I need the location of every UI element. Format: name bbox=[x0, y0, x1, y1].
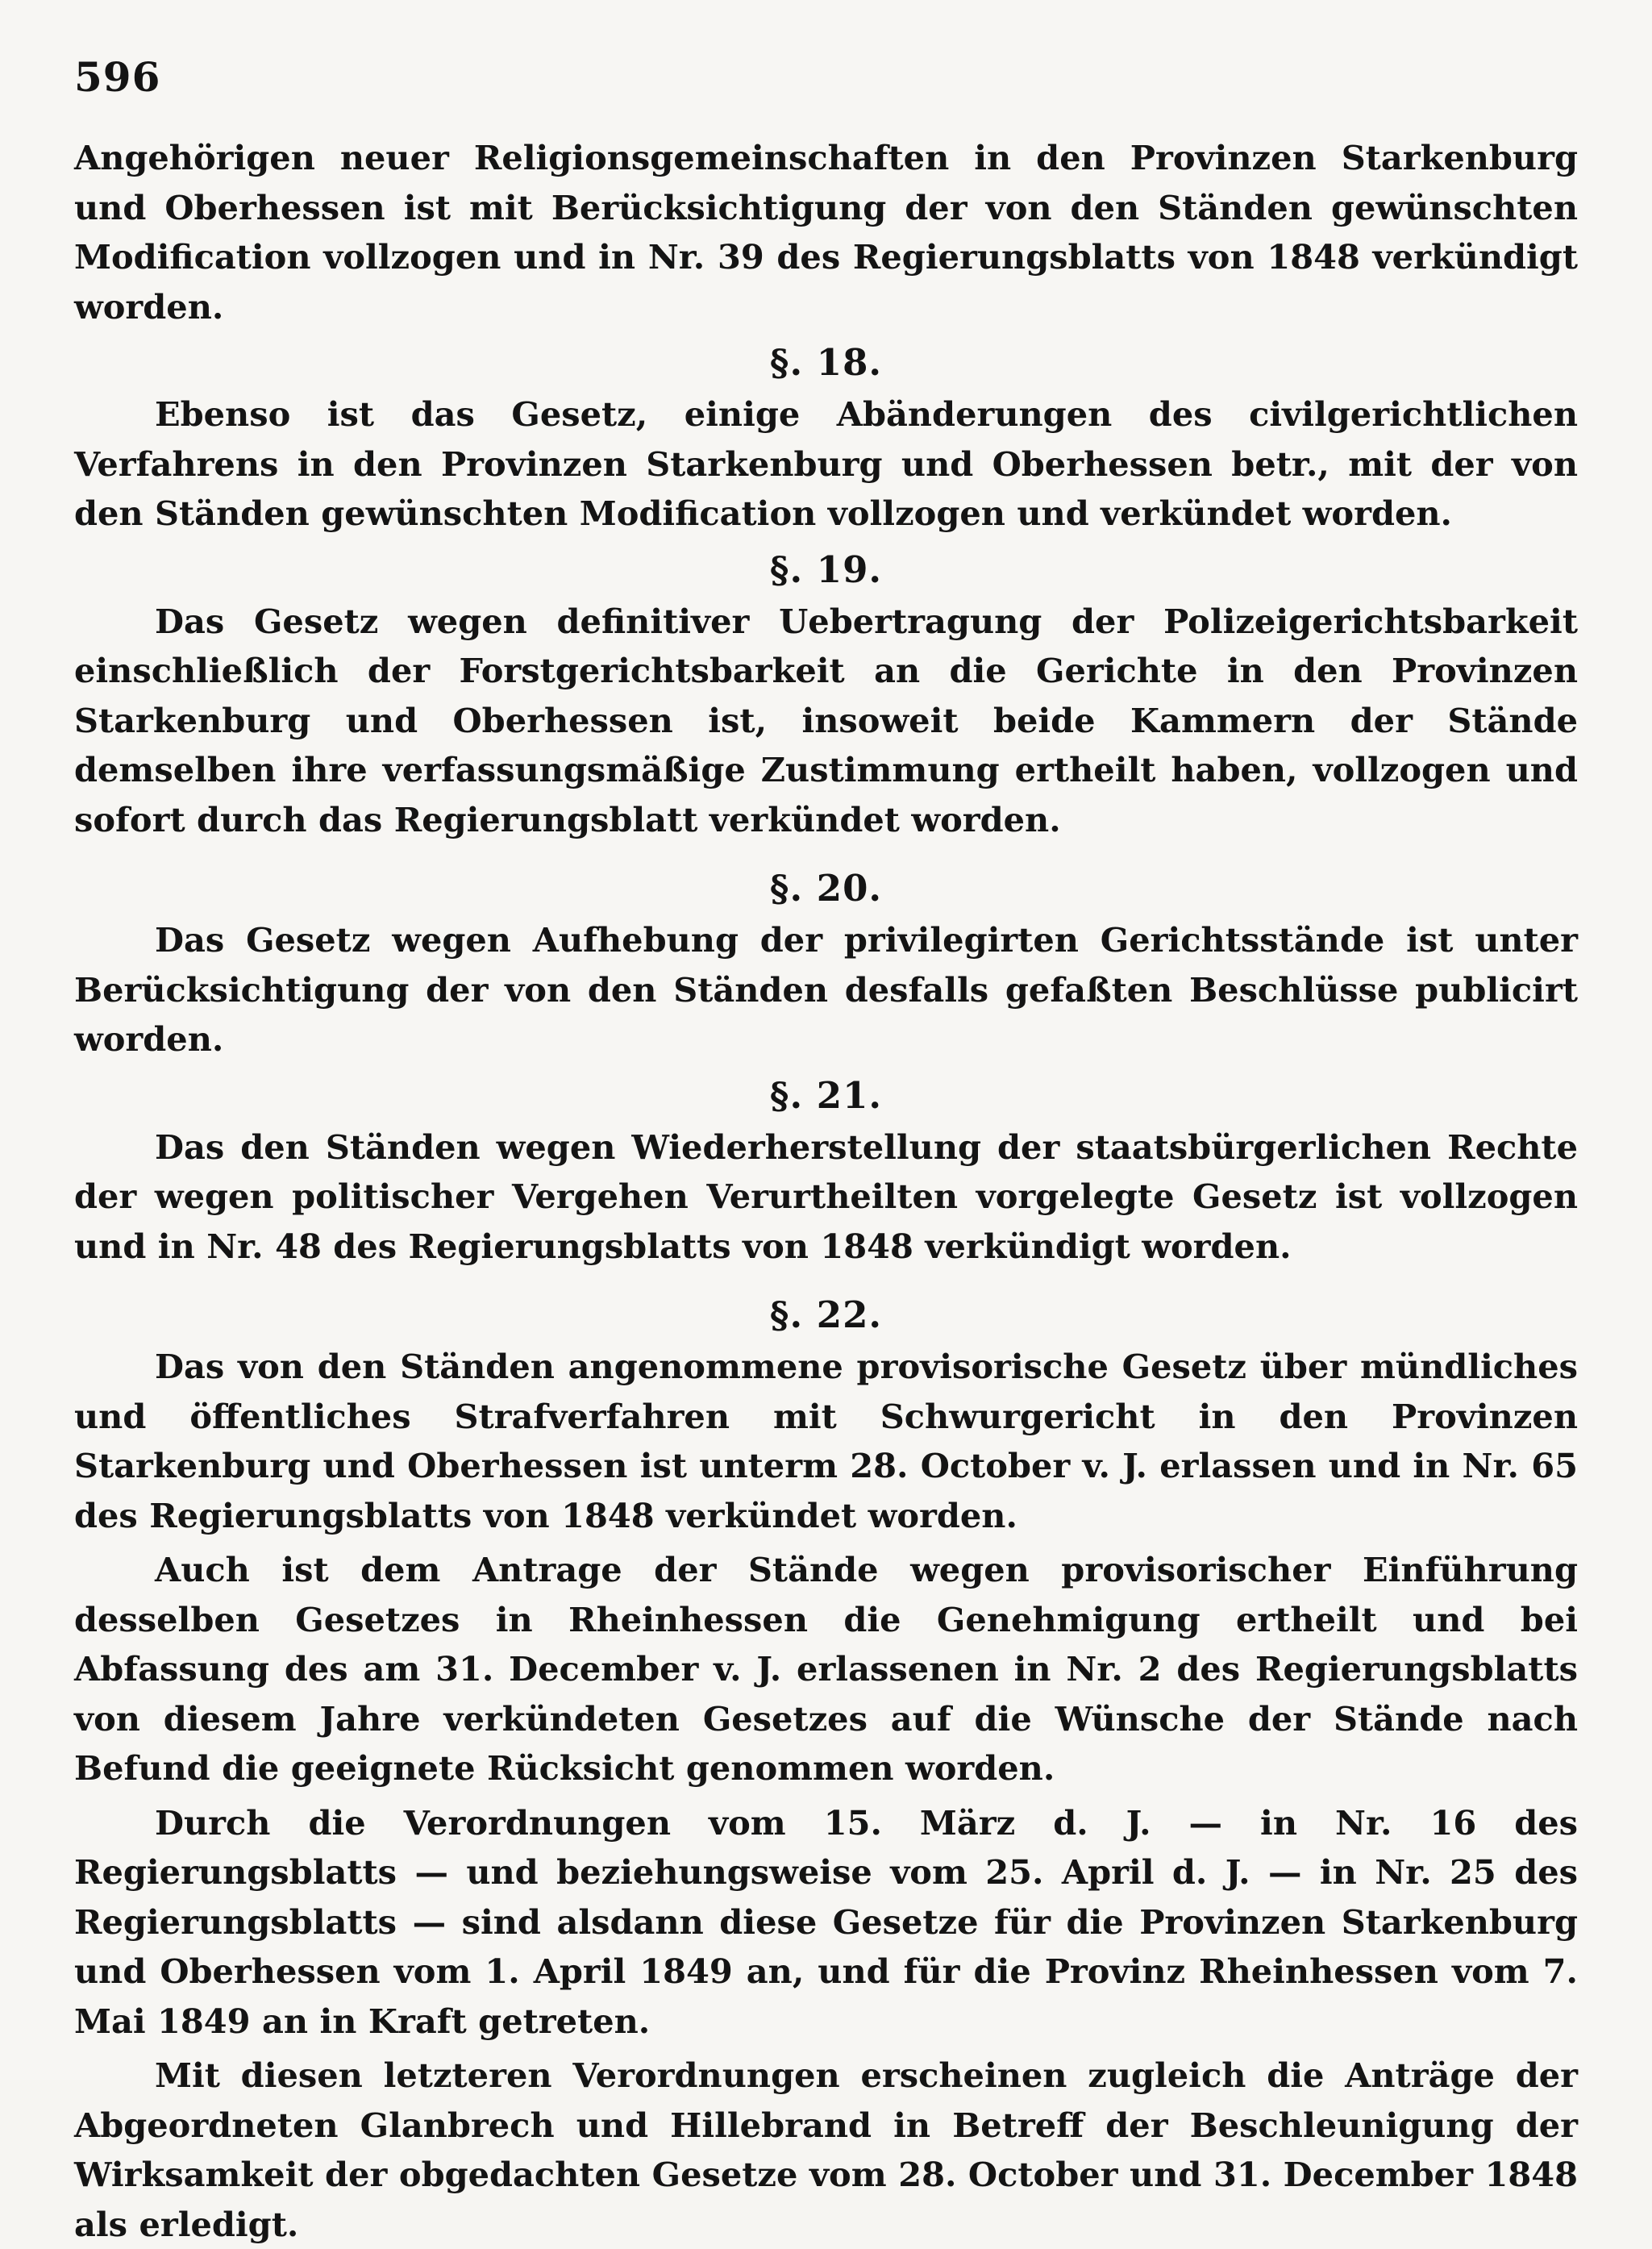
section-20-paragraph: Das Gesetz wegen Aufhebung der privilegirten Gerichtsstände ist unter Berücksichtigung der von den Ständen desfalls gefaßten Beschlüsse publicirt worden. bbox=[74, 920, 1578, 1059]
section-21-paragraph: Das den Ständen wegen Wiederherstellung der staatsbürgerlichen Rechte der wegen politischer Vergehen Verurtheilten vorgelegte Gesetz ist vollzogen und in Nr. 48 des Regierungsblatts von 1848 verkündigt worden. bbox=[74, 1127, 1578, 1266]
page-number: 596 bbox=[74, 53, 161, 101]
section-heading-22: §. 22. bbox=[769, 1293, 883, 1336]
intro-paragraph: Angehörigen neuer Religionsgemeinschaften in den Provinzen Starkenburg und Oberhessen ist mit Berücksichtigung der von den Ständen gewünschten Modification vollzogen und in Nr. 39 des Regierungsblatts von 1848 verkündigt worden. bbox=[74, 138, 1578, 327]
section-22-paragraph-1: Das von den Ständen angenommene provisorische Gesetz über mündliches und öffentliches Strafverfahren mit Schwurgericht in den Provinzen Starkenburg und Oberhessen ist unterm 28. October v. J. erlassen und in Nr. 65 des Regierungsblatts von 1848 verkündet worden. bbox=[74, 1347, 1578, 1535]
document-body bbox=[74, 133, 1578, 2249]
section-19-paragraph: Das Gesetz wegen definitiver Uebertragung der Polizeigerichtsbarkeit einschließlich der Forstgerichtsbarkeit an die Gerichte in den Provinzen Starkenburg und Oberhessen ist, insoweit beide Kammern der Stände demselben ihre verfassungsmäßige Zustimmung ertheilt haben, vollzogen und sofort durch das Regierungsblatt verkündet worden. bbox=[74, 601, 1578, 839]
section-18-paragraph: Ebenso ist das Gesetz, einige Abänderungen des civilgerichtlichen Verfahrens in den Provinzen Starkenburg und Oberhessen betr., mit der von den Ständen gewünschten Modification vollzogen und verkündet worden. bbox=[74, 394, 1578, 533]
section-heading-21: §. 21. bbox=[769, 1073, 883, 1117]
section-heading-18: §. 18. bbox=[769, 341, 883, 384]
section-22-paragraph-2: Auch ist dem Antrage der Stände wegen provisorischer Einführung desselben Gesetzes in Rheinhessen die Genehmigung ertheilt und bei Abfassung des am 31. December v. J. erlassenen in Nr. 2 des Regierungsblatts von diesem Jahre verkündeten Gesetzes auf die Wünsche der Stände nach Befund die geeignete Rücksicht genommen worden. bbox=[74, 1550, 1578, 1788]
section-22-paragraph-3: Durch die Verordnungen vom 15. März d. J. — in Nr. 16 des Regierungsblatts — und beziehungsweise vom 25. April d. J. — in Nr. 25 des Regierungsblatts — sind alsdann diese Gesetze für die Provinzen Starkenburg und Oberhessen vom 1. April 1849 an, und für die Provinz Rheinhessen vom 7. Mai 1849 an in Kraft getreten. bbox=[74, 1802, 1578, 2041]
section-22-paragraph-4: Mit diesen letzteren Verordnungen erscheinen zugleich die Anträge der Abgeordneten Glanbrech und Hillebrand in Betreff der Beschleunigung der Wirksamkeit der obgedachten Gesetze vom 28. October und 31. December 1848 als erledigt. bbox=[74, 2055, 1578, 2244]
section-heading-19: §. 19. bbox=[769, 548, 883, 591]
section-heading-20: §. 20. bbox=[769, 867, 883, 910]
